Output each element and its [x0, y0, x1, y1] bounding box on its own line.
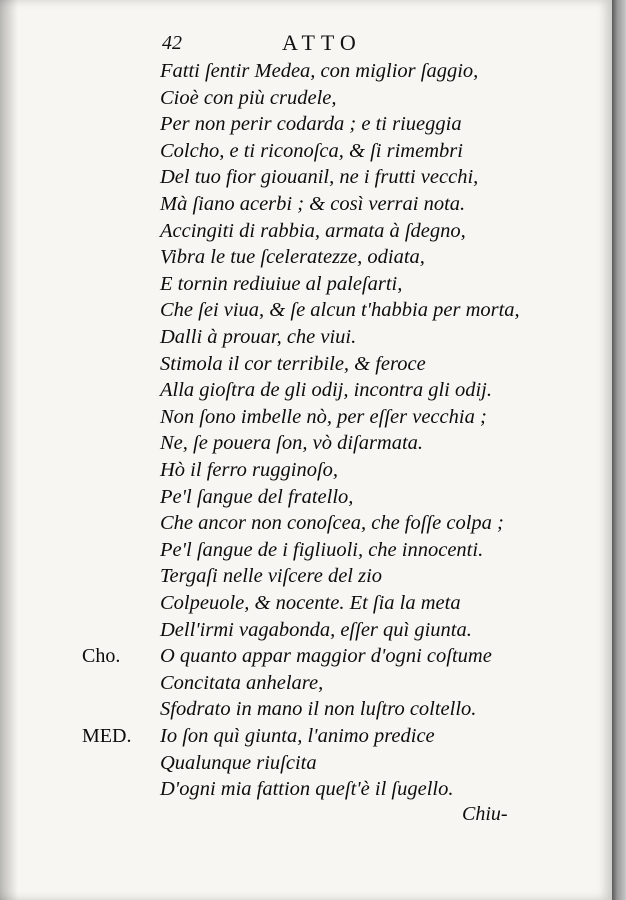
verse-text: Del tuo fior giouanil, ne i frutti vecchi, — [160, 166, 479, 189]
verse-text: Qualunque riuſcita — [160, 751, 317, 774]
verse-text: Vibra le tue ſceleratezze, odiata, — [160, 246, 425, 269]
verse-text: Accingiti di rabbia, armata à ſdegno, — [160, 219, 466, 242]
page-header — [162, 26, 462, 58]
verse-line — [0, 484, 612, 510]
verse-line — [0, 430, 612, 456]
verse-text: Colcho, e ti riconoſca, & ſi rimembri — [160, 139, 463, 162]
verse-text: Cioè con più crudele, — [160, 86, 337, 109]
speaker-label: Cho. — [82, 645, 121, 668]
verse-text: Colpeuole, & nocente. Et ſia la meta — [160, 592, 461, 614]
verse-text: Stimola il cor terribile, & feroce — [160, 352, 426, 375]
verse-line — [0, 271, 612, 297]
verse-text: Concitata anhelare, — [160, 671, 324, 694]
verse-text: Pe'l ſangue del fratello, — [160, 485, 354, 508]
verse-line — [0, 351, 612, 377]
running-title: ATTO — [282, 30, 362, 55]
verse-line — [0, 58, 612, 84]
verse-text: O quanto appar maggior d'ogni coſtume — [160, 645, 492, 668]
verse-text: Per non perir codarda ; e ti riueggia — [160, 113, 462, 136]
verse-text: Pe'l ſangue de i figliuoli, che innocenti. — [160, 538, 484, 561]
verse-text: Hò il ferro rugginoſo, — [160, 459, 339, 481]
verse-line — [0, 218, 612, 244]
verse-text: Sfodrato in mano il non luſtro coltello. — [160, 698, 477, 721]
verse-text: D'ogni mia fattion queſt'è il ſugello. — [160, 778, 454, 801]
verse-line — [0, 670, 612, 696]
verse-line — [0, 85, 612, 111]
verse-line — [0, 377, 612, 403]
verse-line — [0, 297, 612, 323]
verse-text: Dalli à prouar, che viui. — [160, 326, 357, 348]
speaker-label: MED. — [82, 725, 132, 747]
verse-line — [0, 643, 612, 669]
verse-line — [0, 723, 612, 749]
verse-line — [0, 404, 612, 430]
verse-line — [0, 324, 612, 350]
verse-line — [0, 510, 612, 536]
verse-line — [0, 138, 612, 164]
verse-line — [0, 590, 612, 616]
verse-line — [0, 457, 612, 483]
verse-line — [0, 776, 612, 802]
verse-line — [0, 191, 612, 217]
verse-line — [0, 696, 612, 722]
verse-text: Alla gioſtra de gli odij, incontra gli odij. — [160, 379, 492, 402]
page-number: 42 — [162, 32, 182, 54]
verse-text: Io ſon quì giunta, l'animo predice — [160, 725, 435, 747]
verse-line — [0, 750, 612, 776]
verse-line — [0, 244, 612, 270]
verse-line — [0, 563, 612, 589]
verse-text: Che ancor non conoſcea, che foſſe colpa ; — [160, 512, 504, 535]
verse-text: Fatti ſentir Medea, con miglior ſaggio, — [160, 60, 479, 82]
verse-line — [0, 537, 612, 563]
verse-text: Mà ſiano acerbi ; & così verrai nota. — [160, 193, 466, 215]
catchword: Chiu- — [462, 803, 508, 825]
verse-text: Non ſono imbelle nò, per eſſer vecchia ; — [160, 405, 487, 428]
page-edge — [612, 0, 626, 900]
verse-text: Che ſei viua, & ſe alcun t'habbia per morta, — [160, 299, 520, 322]
verse-text: Dell'irmi vagabonda, eſſer quì giunta. — [160, 618, 472, 641]
verse-text: Tergaſi nelle viſcere del zio — [160, 565, 383, 588]
verse-line — [0, 111, 612, 137]
verse-text: E tornin rediuiue al paleſarti, — [160, 272, 403, 295]
verse-text: Ne, ſe pouera ſon, vò diſarmata. — [160, 432, 424, 455]
verse-line — [0, 617, 612, 643]
verse-line — [0, 164, 612, 190]
